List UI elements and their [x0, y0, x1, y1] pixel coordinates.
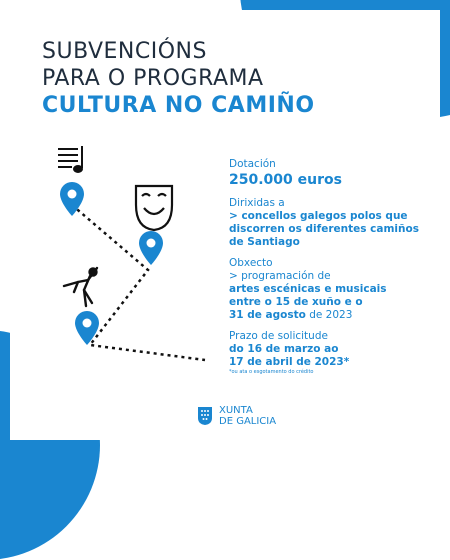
info-column [229, 158, 439, 384]
obxecto-line-1: > programación de [229, 270, 331, 282]
obxecto-label: Obxecto [229, 257, 273, 269]
title-line-3: CULTURA NO CAMIÑO [42, 93, 315, 118]
title-line-1: SUBVENCIÓNS [42, 39, 207, 64]
dirixidas-label: Dirixidas a [229, 197, 285, 209]
dotacion-section [229, 158, 439, 189]
obxecto-line-2: artes escénicas e musicais [229, 283, 387, 295]
dirixidas-line-2: discorren os diferentes camiños [229, 223, 419, 235]
obxecto-date-end: 31 de agosto [229, 309, 306, 321]
prazo-line-2: 17 de abril de 2023* [229, 356, 350, 368]
logo-line-1: XUNTA [219, 405, 253, 416]
xunta-logo [197, 405, 276, 427]
dotacion-value: 250.000 euros [229, 172, 342, 188]
prazo-note: *ou ata o esgotamento do crédito [229, 369, 314, 375]
prazo-line-1: do 16 de marzo ao [229, 343, 339, 355]
dancer-icon [64, 268, 97, 306]
theatre-mask-icon [136, 186, 172, 230]
dirixidas-section [229, 197, 439, 249]
title-line-2: PARA O PROGRAMA [42, 66, 264, 91]
dirixidas-line-1: > concellos galegos polos que [229, 210, 408, 222]
obxecto-section [229, 257, 439, 322]
prazo-section [229, 330, 439, 376]
logo-line-2: DE GALICIA [219, 416, 277, 427]
xunta-logo-text [219, 405, 276, 427]
prazo-label: Prazo de solicitude [229, 330, 328, 342]
map-pin-icon [139, 231, 163, 265]
obxecto-line-3: entre o 15 de xuño e o [229, 296, 363, 308]
hashtag-label: #axudas2023 [336, 14, 436, 29]
map-pin-icon [60, 182, 84, 216]
music-score-icon [58, 146, 82, 172]
dirixidas-line-3: de Santiago [229, 236, 300, 248]
obxecto-year: de 2023 [305, 309, 353, 321]
map-pin-icon [75, 311, 99, 345]
dotacion-label: Dotación [229, 158, 276, 170]
obxecto-line-4 [229, 309, 439, 322]
xunta-shield-icon [197, 406, 213, 426]
